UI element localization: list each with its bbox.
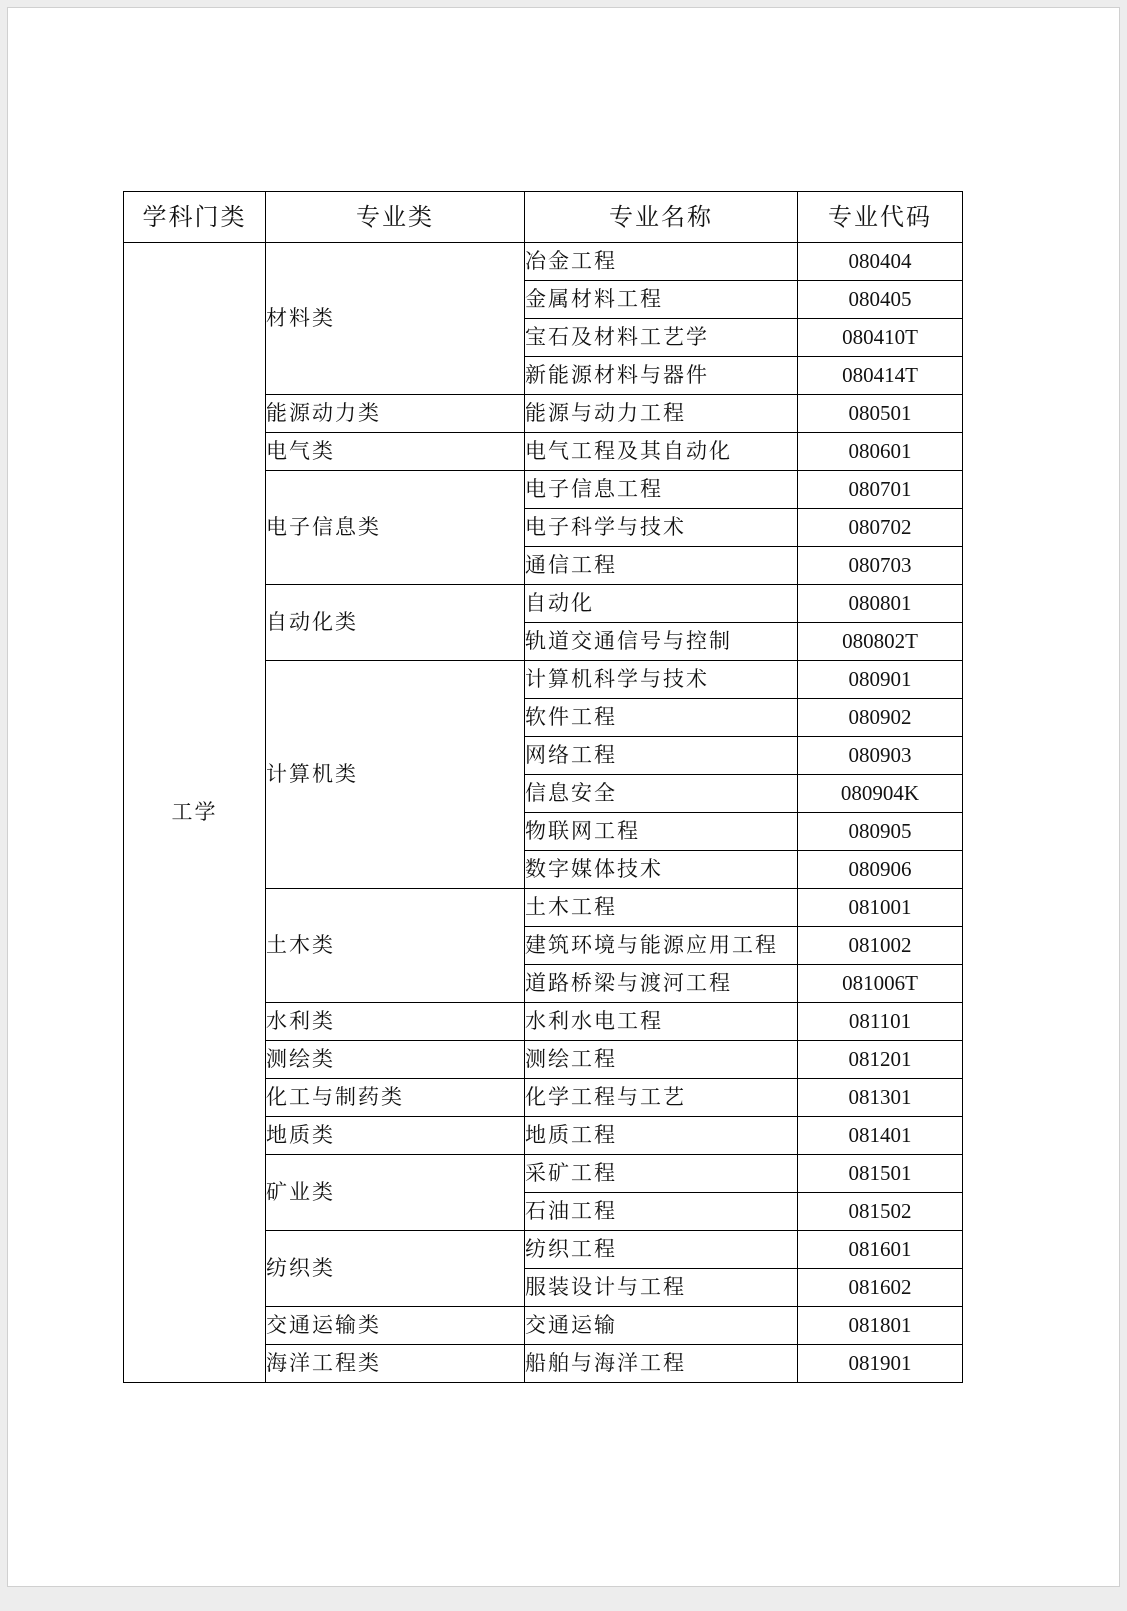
major-name-cell: 网络工程 bbox=[525, 737, 798, 775]
major-code-cell: 080801 bbox=[798, 585, 963, 623]
major-name-cell: 建筑环境与能源应用工程 bbox=[525, 927, 798, 965]
major-code-cell: 080405 bbox=[798, 281, 963, 319]
major-code-cell: 081301 bbox=[798, 1079, 963, 1117]
header-major-name: 专业名称 bbox=[525, 192, 798, 243]
major-name-cell: 电子信息工程 bbox=[525, 471, 798, 509]
major-code-cell: 081006T bbox=[798, 965, 963, 1003]
major-name-cell: 数字媒体技术 bbox=[525, 851, 798, 889]
table-row bbox=[124, 243, 963, 281]
major-code-cell: 081501 bbox=[798, 1155, 963, 1193]
category-cell: 矿业类 bbox=[266, 1155, 525, 1231]
major-name-cell: 电气工程及其自动化 bbox=[525, 433, 798, 471]
major-name-cell: 船舶与海洋工程 bbox=[525, 1345, 798, 1383]
major-code-cell: 080905 bbox=[798, 813, 963, 851]
discipline-cell: 工学 bbox=[124, 243, 266, 1383]
major-name-cell: 电子科学与技术 bbox=[525, 509, 798, 547]
category-cell: 电子信息类 bbox=[266, 471, 525, 585]
category-cell: 材料类 bbox=[266, 243, 525, 395]
major-name-cell: 道路桥梁与渡河工程 bbox=[525, 965, 798, 1003]
major-name-cell: 水利水电工程 bbox=[525, 1003, 798, 1041]
major-name-cell: 土木工程 bbox=[525, 889, 798, 927]
category-cell: 水利类 bbox=[266, 1003, 525, 1041]
category-cell: 计算机类 bbox=[266, 661, 525, 889]
category-cell: 海洋工程类 bbox=[266, 1345, 525, 1383]
major-code-cell: 080903 bbox=[798, 737, 963, 775]
major-code-cell: 080904K bbox=[798, 775, 963, 813]
major-name-cell: 轨道交通信号与控制 bbox=[525, 623, 798, 661]
major-code-cell: 081002 bbox=[798, 927, 963, 965]
major-code-cell: 081601 bbox=[798, 1231, 963, 1269]
table-header-row bbox=[124, 192, 963, 243]
major-name-cell: 软件工程 bbox=[525, 699, 798, 737]
major-code-cell: 081401 bbox=[798, 1117, 963, 1155]
header-category: 专业类 bbox=[266, 192, 525, 243]
major-code-cell: 081901 bbox=[798, 1345, 963, 1383]
majors-table bbox=[123, 191, 963, 1383]
major-code-cell: 080404 bbox=[798, 243, 963, 281]
category-cell: 电气类 bbox=[266, 433, 525, 471]
major-name-cell: 冶金工程 bbox=[525, 243, 798, 281]
category-cell: 纺织类 bbox=[266, 1231, 525, 1307]
major-name-cell: 化学工程与工艺 bbox=[525, 1079, 798, 1117]
major-name-cell: 采矿工程 bbox=[525, 1155, 798, 1193]
major-name-cell: 纺织工程 bbox=[525, 1231, 798, 1269]
major-name-cell: 通信工程 bbox=[525, 547, 798, 585]
category-cell: 土木类 bbox=[266, 889, 525, 1003]
major-code-cell: 081101 bbox=[798, 1003, 963, 1041]
category-cell: 交通运输类 bbox=[266, 1307, 525, 1345]
major-code-cell: 080410T bbox=[798, 319, 963, 357]
major-code-cell: 080501 bbox=[798, 395, 963, 433]
major-code-cell: 080901 bbox=[798, 661, 963, 699]
category-cell: 能源动力类 bbox=[266, 395, 525, 433]
major-name-cell: 交通运输 bbox=[525, 1307, 798, 1345]
major-code-cell: 081801 bbox=[798, 1307, 963, 1345]
major-code-cell: 080414T bbox=[798, 357, 963, 395]
major-code-cell: 080906 bbox=[798, 851, 963, 889]
major-code-cell: 080802T bbox=[798, 623, 963, 661]
category-cell: 自动化类 bbox=[266, 585, 525, 661]
major-code-cell: 080601 bbox=[798, 433, 963, 471]
major-name-cell: 石油工程 bbox=[525, 1193, 798, 1231]
header-discipline: 学科门类 bbox=[124, 192, 266, 243]
major-name-cell: 自动化 bbox=[525, 585, 798, 623]
table-body bbox=[124, 243, 963, 1383]
major-name-cell: 宝石及材料工艺学 bbox=[525, 319, 798, 357]
major-name-cell: 地质工程 bbox=[525, 1117, 798, 1155]
category-cell: 化工与制药类 bbox=[266, 1079, 525, 1117]
major-name-cell: 计算机科学与技术 bbox=[525, 661, 798, 699]
major-name-cell: 能源与动力工程 bbox=[525, 395, 798, 433]
document-page bbox=[7, 7, 1120, 1587]
header-major-code: 专业代码 bbox=[798, 192, 963, 243]
category-cell: 地质类 bbox=[266, 1117, 525, 1155]
major-code-cell: 081201 bbox=[798, 1041, 963, 1079]
major-code-cell: 081502 bbox=[798, 1193, 963, 1231]
major-name-cell: 新能源材料与器件 bbox=[525, 357, 798, 395]
major-name-cell: 信息安全 bbox=[525, 775, 798, 813]
major-code-cell: 080702 bbox=[798, 509, 963, 547]
major-code-cell: 081602 bbox=[798, 1269, 963, 1307]
major-name-cell: 测绘工程 bbox=[525, 1041, 798, 1079]
major-name-cell: 物联网工程 bbox=[525, 813, 798, 851]
major-name-cell: 服装设计与工程 bbox=[525, 1269, 798, 1307]
major-code-cell: 080701 bbox=[798, 471, 963, 509]
major-code-cell: 080902 bbox=[798, 699, 963, 737]
major-code-cell: 081001 bbox=[798, 889, 963, 927]
major-code-cell: 080703 bbox=[798, 547, 963, 585]
category-cell: 测绘类 bbox=[266, 1041, 525, 1079]
major-name-cell: 金属材料工程 bbox=[525, 281, 798, 319]
